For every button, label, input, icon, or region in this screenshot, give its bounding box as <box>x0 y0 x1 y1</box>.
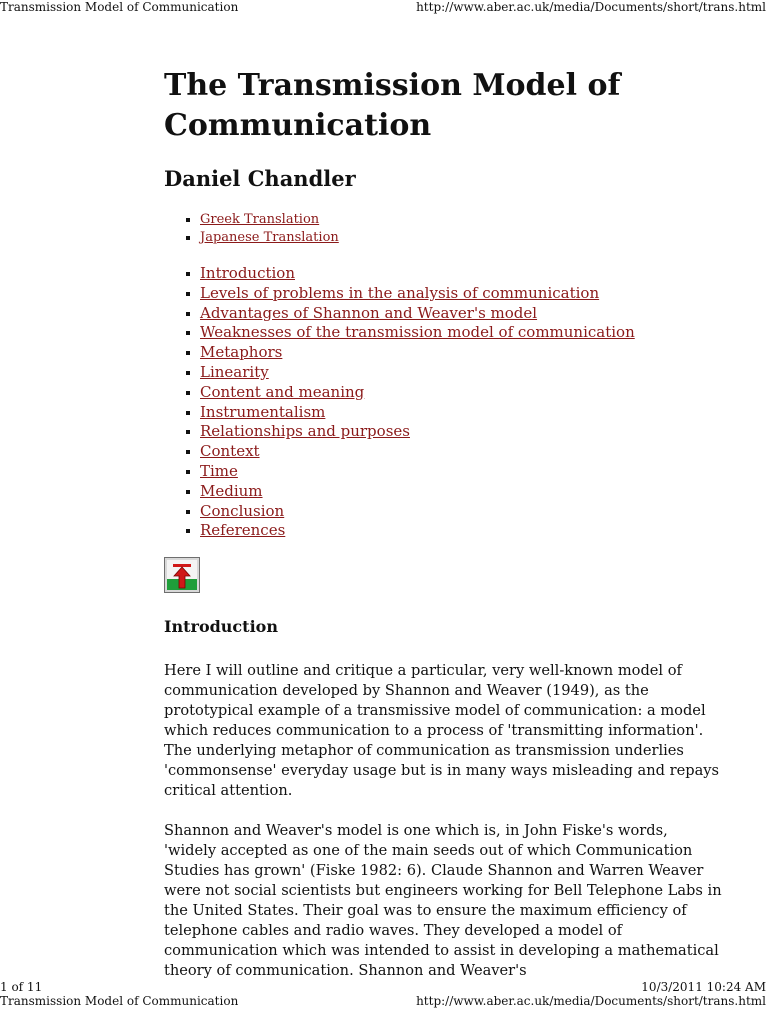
toc-link-medium[interactable]: Medium <box>200 481 263 500</box>
toc-link-relationships[interactable]: Relationships and purposes <box>200 422 410 441</box>
footer-title: Transmission Model of Communication <box>0 994 239 1008</box>
toc-link-time[interactable]: Time <box>200 461 238 480</box>
toc-item <box>164 462 724 482</box>
list-item <box>164 211 724 229</box>
toc-item <box>164 403 724 423</box>
toc-link-introduction[interactable]: Introduction <box>200 264 295 282</box>
footer-url: http://www.aber.ac.uk/media/Documents/short/trans.html <box>416 994 766 1008</box>
toc-item <box>164 422 724 442</box>
translation-list <box>164 211 724 246</box>
toc-link-instrumentalism[interactable]: Instrumentalism <box>200 402 326 421</box>
page-title: The Transmission Model of Communication <box>164 68 621 143</box>
toc-link-advantages[interactable]: Advantages of Shannon and Weaver's model <box>200 303 538 322</box>
toc-link-metaphors[interactable]: Metaphors <box>200 343 283 362</box>
paragraph: Here I will outline and critique a particular, very well-known model of communication developed by Shannon and Weaver (1949), as the prototypical example of a transmissive model of communication: a model which reduces communication to a process of 'transmitting information'. The underlying metaphor of communication as transmission underlies 'commonsense' everyday usage but is in many ways misleading and repays critical attention. <box>164 662 719 800</box>
section-heading-introduction: Introduction <box>164 617 278 637</box>
toc-item <box>164 343 724 363</box>
back-to-top-button[interactable] <box>164 557 200 593</box>
footer-page-number: 1 of 11 <box>0 980 43 994</box>
up-arrow-icon <box>165 558 199 592</box>
toc-item <box>164 264 724 284</box>
footer-datetime: 10/3/2011 10:24 AM <box>641 980 766 994</box>
toc-item <box>164 521 724 541</box>
author-name: Daniel Chandler <box>164 166 356 191</box>
header-url: http://www.aber.ac.uk/media/Documents/short/trans.html <box>416 0 766 14</box>
toc-item <box>164 442 724 462</box>
toc-link-weaknesses[interactable]: Weaknesses of the transmission model of communication <box>200 323 635 342</box>
toc-item <box>164 502 724 522</box>
list-item <box>164 229 724 247</box>
header-title: Transmission Model of Communication <box>0 0 239 14</box>
article <box>164 66 724 981</box>
greek-translation-link[interactable]: Greek Translation <box>200 212 320 227</box>
table-of-contents <box>164 264 724 541</box>
toc-item <box>164 482 724 502</box>
toc-link-references[interactable]: References <box>200 521 286 540</box>
toc-link-conclusion[interactable]: Conclusion <box>200 501 285 520</box>
toc-link-context[interactable]: Context <box>200 442 260 461</box>
toc-item <box>164 323 724 343</box>
toc-item <box>164 304 724 324</box>
toc-link-levels-of-problems[interactable]: Levels of problems in the analysis of communication <box>200 283 600 302</box>
paragraph: Shannon and Weaver's model is one which is, in John Fiske's words, 'widely accepted as one of the main seeds out of which Communication Studies has grown' (Fiske 1982: 6). Claude Shannon and Warren Weaver were not social scientists but engineers working for Bell Telephone Labs in the United States. Their goal was to ensure the maximum efficiency of telephone cables and radio waves. They developed a model of communication which was intended to assist in developing a mathematical theory of communication. Shannon and Weaver's <box>164 822 722 980</box>
toc-link-content-and-meaning[interactable]: Content and meaning <box>200 382 365 401</box>
toc-item <box>164 363 724 383</box>
toc-item <box>164 383 724 403</box>
toc-item <box>164 284 724 304</box>
toc-link-linearity[interactable]: Linearity <box>200 362 269 381</box>
japanese-translation-link[interactable]: Japanese Translation <box>200 229 339 245</box>
